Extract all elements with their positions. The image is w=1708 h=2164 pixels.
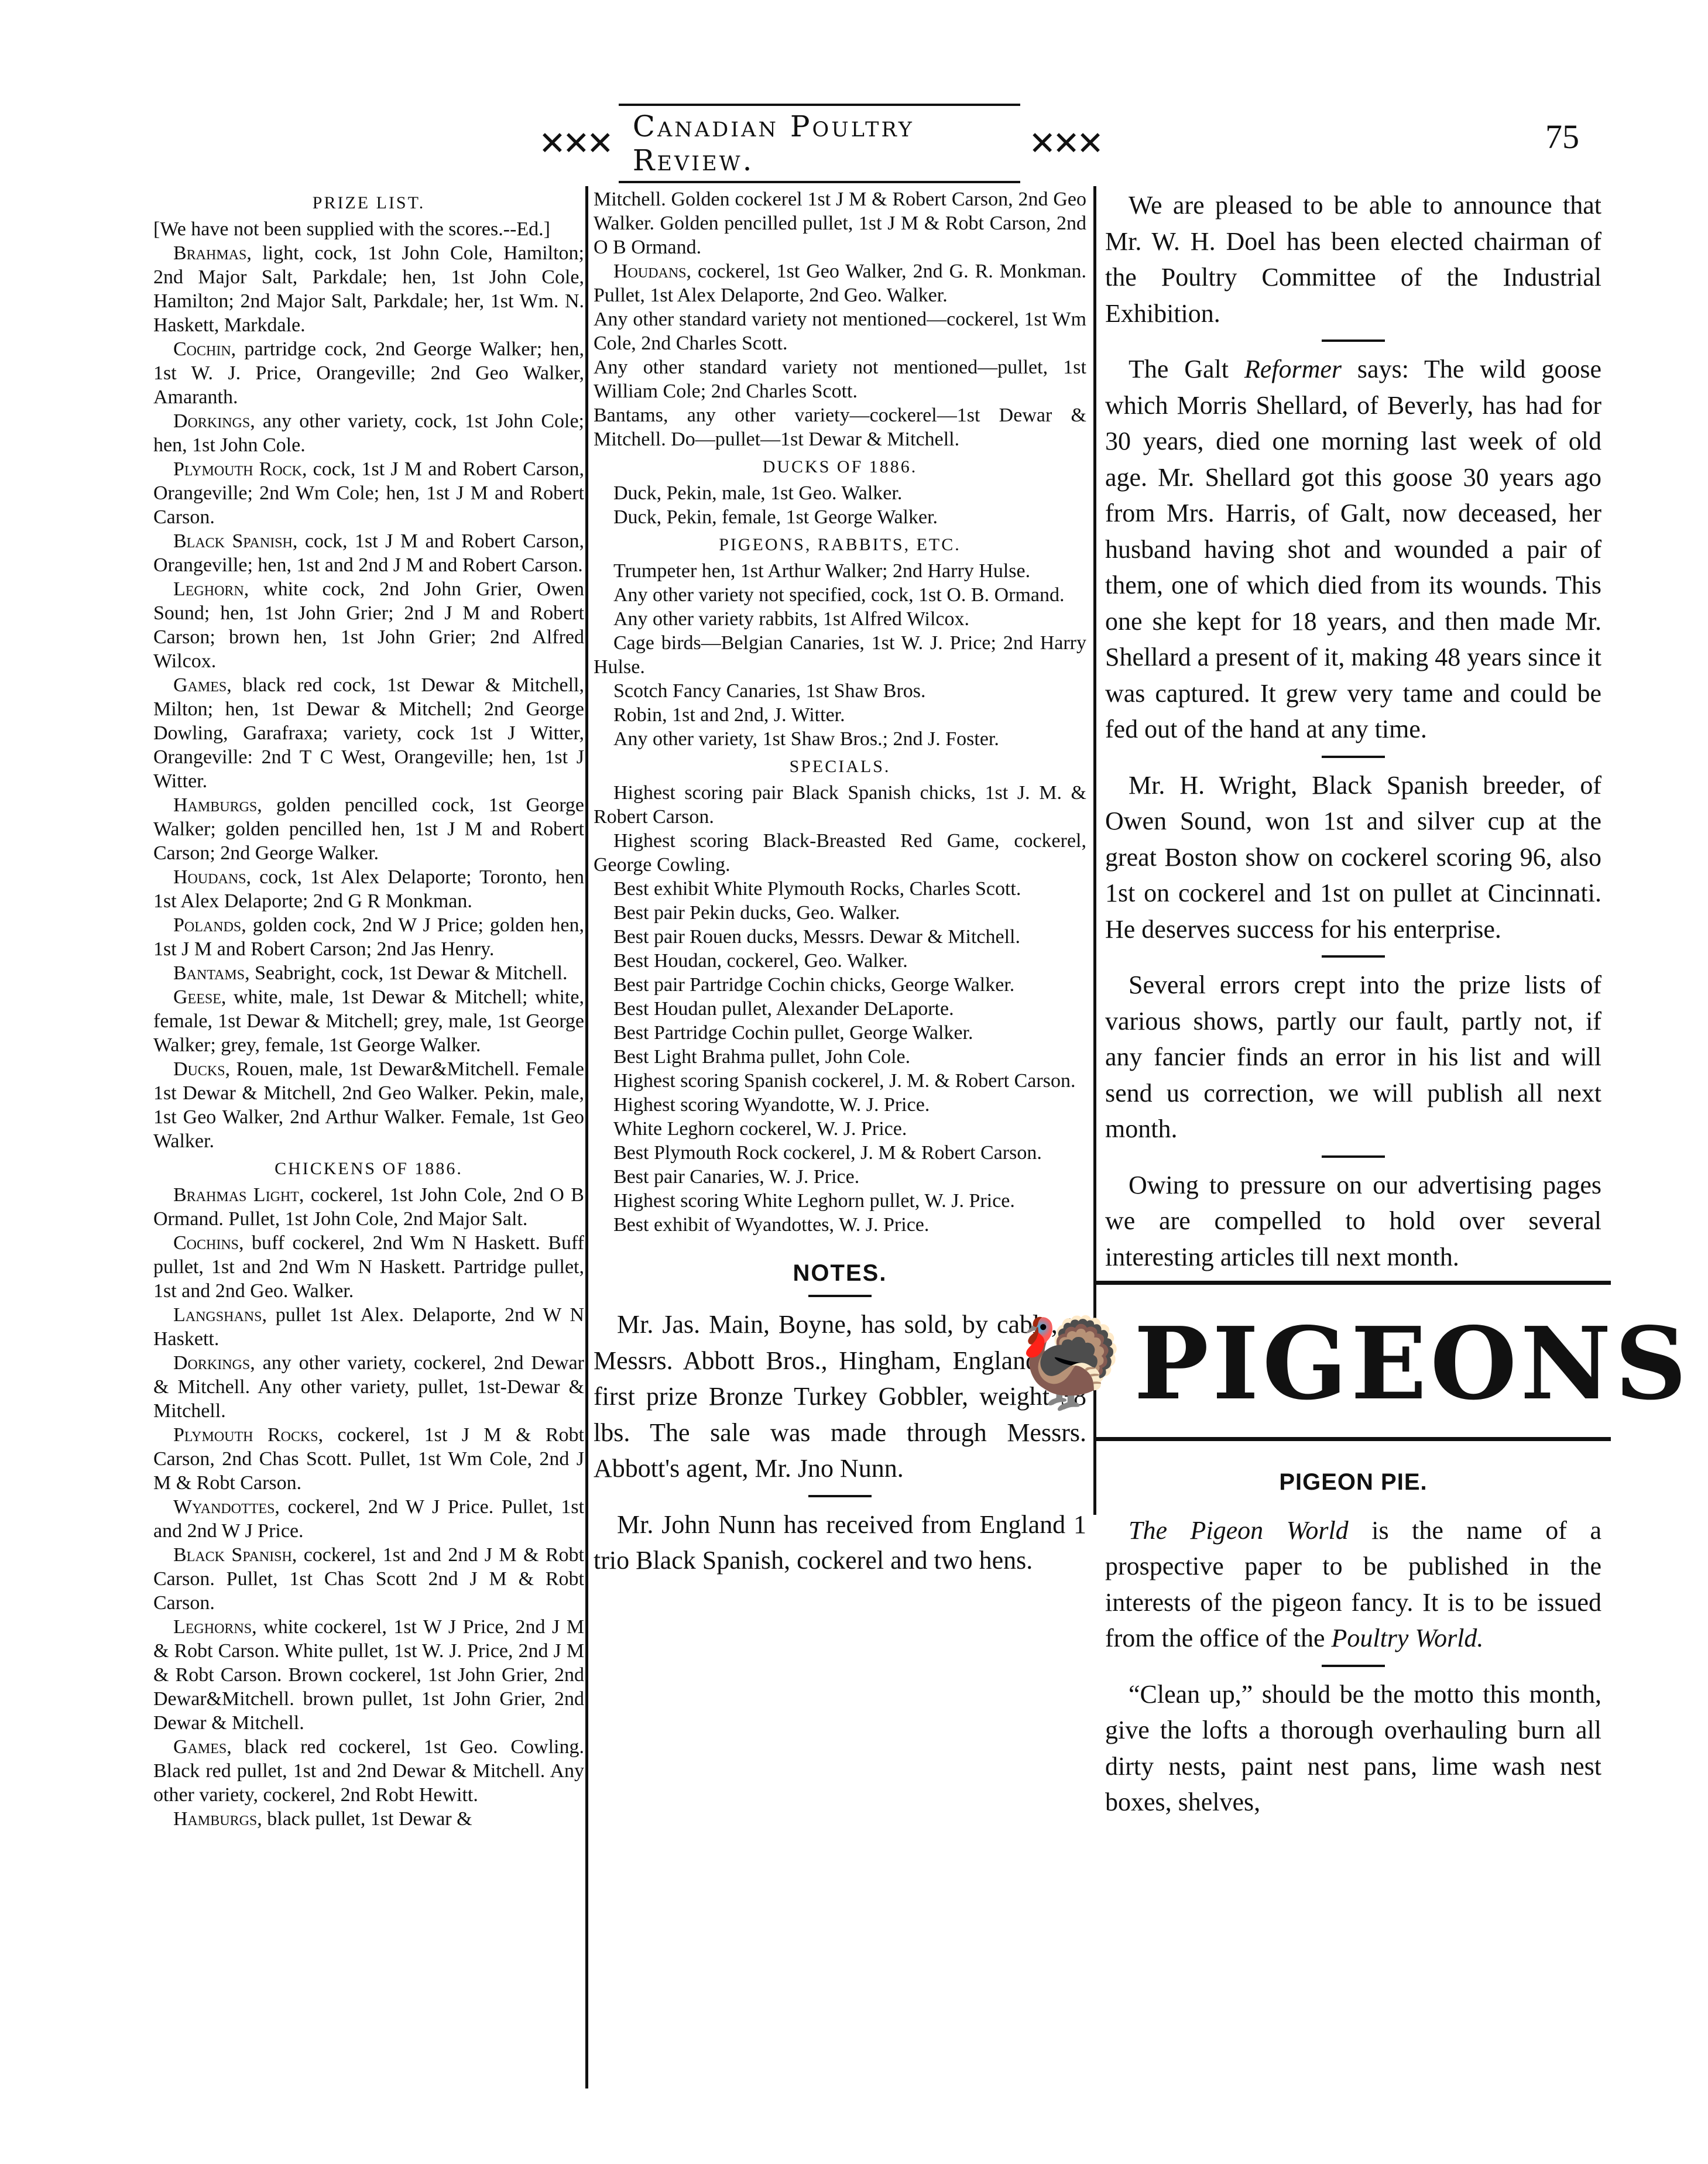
- list-item: Robin, 1st and 2nd, J. Witter.: [613, 704, 845, 726]
- entry-category: Langshans,: [173, 1304, 267, 1326]
- duck-entries: [594, 481, 1086, 529]
- list-item: [594, 355, 1086, 403]
- list-item: Best Houdan, cockerel, Geo. Walker.: [613, 950, 908, 972]
- list-item: Best Houdan pullet, Alexander DeLaporte.: [613, 998, 954, 1020]
- list-item: [153, 985, 584, 1057]
- list-item: Best exhibit of Wyandottes, W. J. Price.: [613, 1214, 930, 1236]
- list-item: [153, 409, 584, 457]
- list-item: [153, 1351, 584, 1423]
- pigeons-banner-text: PIGEONS: [1134, 1305, 1690, 1422]
- list-item: Best pair Rouen ducks, Messrs. Dewar & Mitchell.: [613, 926, 1020, 948]
- list-item: [594, 403, 1086, 451]
- short-rule: [1322, 1155, 1385, 1158]
- list-item: [153, 1543, 584, 1615]
- list-item: [153, 961, 584, 985]
- special-entries: [594, 781, 1086, 1237]
- note-paragraph: Mr. John Nunn has received from England 1 trio Black Spanish, cockerel and two hens.: [594, 1510, 1086, 1575]
- entry-text: black red cock, 1st Dewar & Mitchell, Milton; hen, 1st Dewar & Mitchell; 2nd George Dowling, Garafraxa; variety, cock 1st J Witter, Orangeville: 2nd T C West, Orangeville; hen, 1st J Witter.: [153, 674, 584, 792]
- list-item: Any other variety, 1st Shaw Bros.; 2nd J. Foster.: [613, 728, 999, 750]
- list-item: Duck, Pekin, female, 1st George Walker.: [613, 506, 938, 528]
- column-right: [1016, 187, 1690, 2119]
- chicken-entries: [153, 1183, 584, 1831]
- entry-text: white, male, 1st Dewar & Mitchell; white, female, 1st Dewar & Mitchell; grey, male, 1st George Walker; grey, female, 1st George Walker.: [153, 986, 584, 1056]
- list-item: Trumpeter hen, 1st Arthur Walker; 2nd Harry Hulse.: [613, 560, 1031, 582]
- entry-text: Mitchell. Golden cockerel 1st J M & Robert Carson, 2nd Geo Walker. Golden pencilled pullet, 1st J M & Robt Carson, 2nd O B Ormand.: [594, 188, 1086, 258]
- entry-category: Games,: [173, 674, 232, 696]
- list-item: Duck, Pekin, male, 1st Geo. Walker.: [613, 482, 903, 504]
- list-item: [153, 1057, 584, 1153]
- doel-announcement: We are pleased to be able to announce that Mr. W. H. Doel has been elected chairman of the Poultry Committee of the Industrial Exhibition.: [1105, 191, 1601, 328]
- list-item: Cage birds—Belgian Canaries, 1st W. J. Price; 2nd Harry Hulse.: [594, 632, 1086, 678]
- prize-entries-continued: [594, 187, 1086, 451]
- list-item: [153, 529, 584, 577]
- list-item: [594, 187, 1086, 259]
- entry-category: Houdans,: [173, 866, 252, 888]
- entry-text: buff cockerel, 2nd Wm N Haskett. Buff pullet, 1st and 2nd Wm N Haskett. Partridge pullet, 1st and 2nd Geo. Walker.: [153, 1232, 584, 1302]
- list-item: Best pair Canaries, W. J. Price.: [613, 1166, 860, 1188]
- list-item: Best exhibit White Plymouth Rocks, Charles Scott.: [613, 878, 1021, 900]
- list-item: [153, 1495, 584, 1543]
- column-divider: [585, 186, 588, 2088]
- list-item: [153, 1423, 584, 1495]
- list-item: Best Partridge Cochin pullet, George Walker.: [613, 1022, 973, 1044]
- prize-entries: [153, 241, 584, 1153]
- short-rule: [1322, 955, 1385, 958]
- list-item: [153, 673, 584, 793]
- entry-text: cock, 1st Alex Delaporte; Toronto, hen 1st Alex Delaporte; 2nd G R Monkman.: [153, 866, 584, 912]
- entry-category: Hamburgs,: [173, 1808, 262, 1830]
- masthead: [539, 111, 1100, 176]
- entry-text: Rouen, male, 1st Dewar&Mitchell. Female 1st Dewar & Mitchell, 2nd Geo Walker. Pekin, male, 1st Geo Walker, 2nd Arthur Walker. Female, 1st Geo Walker.: [153, 1058, 584, 1152]
- entry-category: Ducks,: [173, 1058, 231, 1080]
- entry-text: cockerel, 1st J M & Robt Carson, 2nd Chas Scott. Pullet, 1st Wm Cole, 2nd J M & Robt Carson.: [153, 1424, 584, 1494]
- list-item: [153, 913, 584, 961]
- list-item: Highest scoring White Leghorn pullet, W. J. Price.: [613, 1190, 1015, 1212]
- pigeons-rabbits-heading: PIGEONS, RABBITS, ETC.: [719, 535, 961, 554]
- entry-text: Seabright, cock, 1st Dewar & Mitchell.: [249, 962, 568, 984]
- entry-category: Plymouth Rocks,: [173, 1424, 324, 1446]
- poultry-world-italic: Poultry World.: [1331, 1624, 1484, 1652]
- entry-category: Leghorns,: [173, 1616, 257, 1638]
- short-rule: [808, 1295, 872, 1297]
- entry-text: light, cock, 1st John Cole, Hamilton; 2nd Major Salt, Parkdale; hen, 1st John Cole, Hamilton; 2nd Major Salt, Parkdale; her, 1st Wm. N. Haskett, Markdale.: [153, 242, 584, 336]
- list-item: [594, 307, 1086, 355]
- list-item: Highest scoring Wyandotte, W. J. Price.: [613, 1094, 930, 1116]
- list-item: Any other variety not specified, cock, 1st O. B. Ormand.: [613, 584, 1065, 606]
- clean-up-paragraph: “Clean up,” should be the motto this month, give the lofts a thorough overhauling burn all dirty nests, paint nest pans, lime wash nest boxes, shelves,: [1105, 1679, 1601, 1816]
- entry-text: white cock, 2nd John Grier, Owen Sound; hen, 1st John Grier; 2nd J M and Robert Carson; brown hen, 1st John Grier; 2nd Alfred Wilcox.: [153, 578, 584, 672]
- ornament-left-icon: ✕✕✕: [539, 125, 611, 162]
- column-middle: [594, 187, 1086, 2107]
- chickens-heading: CHICKENS OF 1886.: [275, 1159, 463, 1178]
- list-item: [153, 241, 584, 337]
- entry-text: pullet 1st Alex. Delaporte, 2nd W N Haskett.: [153, 1304, 584, 1350]
- entry-category: Games,: [173, 1736, 232, 1758]
- entry-text: black pullet, 1st Dewar &: [262, 1808, 472, 1830]
- list-item: [153, 1183, 584, 1231]
- list-item: Best Plymouth Rock cockerel, J. M & Robert Carson.: [613, 1142, 1042, 1164]
- entry-text: Any other standard variety not mentioned—pullet, 1st William Cole; 2nd Charles Scott.: [594, 356, 1086, 402]
- entry-text: golden pencilled cock, 1st George Walker; golden pencilled hen, 1st J M and Robert Carson; 2nd George Walker.: [153, 794, 584, 864]
- entry-text: Bantams, any other variety—cockerel—1st Dewar & Mitchell. Do—pullet—1st Dewar & Mitchell.: [594, 404, 1086, 450]
- entry-text: any other variety, cockerel, 2nd Dewar & Mitchell. Any other variety, pullet, 1st-Dewar & Mitchell.: [153, 1352, 584, 1422]
- entry-text: white cockerel, 1st W J Price, 2nd J M & Robt Carson. White pullet, 1st W. J. Price, 2nd J M & Robt Carson. Brown cockerel, 1st John Grier, 2nd Dewar&Mitchell. brown pullet, 1st John Grier, 2nd Dewar & Mitchell.: [153, 1616, 584, 1734]
- reformer-italic: Reformer: [1244, 355, 1342, 383]
- entry-category: Black Spanish,: [173, 1544, 297, 1566]
- list-item: Any other variety rabbits, 1st Alfred Wilcox.: [613, 608, 969, 630]
- entry-category: Black Spanish,: [173, 530, 298, 552]
- list-item: Best pair Partridge Cochin chicks, George Walker.: [613, 974, 1015, 996]
- galt-text-post: says: The wild goose which Morris Shellard, of Beverly, has had for 30 years, died one morning last week of old age. Mr. Shellard got this goose 30 years ago from Mrs. Harris, of Galt, now deceased, her husband having shot and wounded a pair of them, one of which died from its wounds. This one she kept for 18 years, and then made Mr. Shellard a present of it, making 48 years since it was captured. It grew very tame and could be fed out of the hand at any time.: [1105, 355, 1601, 743]
- page-number: 75: [1545, 118, 1579, 156]
- entry-text: cockerel, 1st and 2nd J M & Robt Carson. Pullet, 1st Chas Scott 2nd J M & Robt Carson.: [153, 1544, 584, 1614]
- list-item: [153, 577, 584, 673]
- short-rule: [1322, 756, 1385, 758]
- editor-note: [We have not been supplied with the scores.--Ed.]: [153, 218, 550, 240]
- entry-category: Dorkings,: [173, 1352, 255, 1374]
- entry-text: cock, 1st J M and Robert Carson, Orangeville; 2nd Wm Cole; hen, 1st J M and Robert Carson.: [153, 458, 584, 528]
- entry-category: Cochins,: [173, 1232, 244, 1254]
- entry-text: cockerel, 1st Geo Walker, 2nd G. R. Monkman. Pullet, 1st Alex Delaporte, 2nd Geo. Walker.: [594, 260, 1086, 306]
- entry-category: Hamburgs,: [173, 794, 262, 816]
- ducks-heading: DUCKS OF 1886.: [762, 457, 918, 476]
- list-item: Best Light Brahma pullet, John Cole.: [613, 1046, 911, 1068]
- entry-text: any other variety, cock, 1st John Cole; hen, 1st John Cole.: [153, 410, 584, 456]
- list-item: Highest scoring Spanish cockerel, J. M. & Robert Carson.: [613, 1070, 1076, 1092]
- list-item: Highest scoring pair Black Spanish chicks, 1st J. M. & Robert Carson.: [594, 782, 1086, 828]
- pigeon-world-text: is the name of a prospective paper to be published in the interests of the pigeon fancy. It is to be issued from the office of the: [1105, 1515, 1601, 1652]
- short-rule: [1322, 339, 1385, 342]
- list-item: [153, 1231, 584, 1303]
- entry-category: Polands,: [173, 914, 246, 936]
- section-rule: [1096, 1281, 1611, 1285]
- entry-text: cockerel, 2nd W J Price. Pullet, 1st and 2nd W J Price.: [153, 1496, 584, 1542]
- list-item: [153, 1615, 584, 1735]
- specials-heading: SPECIALS.: [789, 757, 891, 776]
- galt-reformer-paragraph: [1105, 351, 1601, 747]
- short-rule: [808, 1495, 872, 1497]
- entry-text: black red cockerel, 1st Geo. Cowling. Black red pullet, 1st and 2nd Dewar & Mitchell. Any other variety, cockerel, 2nd Robt Hewitt.: [153, 1736, 584, 1806]
- list-item: White Leghorn cockerel, W. J. Price.: [613, 1118, 907, 1140]
- list-item: [153, 865, 584, 913]
- turkey-illustration-icon: 🦃: [1016, 1315, 1126, 1412]
- short-rule: [1322, 1665, 1385, 1667]
- pigeons-banner: [1016, 1302, 1690, 1425]
- list-item: [153, 793, 584, 865]
- entry-category: Brahmas Light,: [173, 1184, 304, 1206]
- pigeon-rabbit-entries: [594, 559, 1086, 751]
- wright-paragraph: Mr. H. Wright, Black Spanish breeder, of Owen Sound, won 1st and silver cup at the great Boston show on cockerel scoring 96, also 1st on cockerel and 1st on pullet at Cincinnati. He deserves success for his enterprise.: [1105, 770, 1601, 944]
- entry-category: Houdans,: [613, 260, 692, 282]
- pigeon-pie-heading: PIGEON PIE.: [1279, 1469, 1428, 1495]
- entry-category: Geese,: [173, 986, 227, 1008]
- list-item: Highest scoring Black-Breasted Red Game, cockerel, George Cowling.: [594, 830, 1086, 876]
- list-item: [153, 1807, 584, 1831]
- entry-text: cockerel, 1st John Cole, 2nd O B Ormand. Pullet, 1st John Cole, 2nd Major Salt.: [153, 1184, 584, 1230]
- notes-heading: NOTES.: [793, 1260, 887, 1286]
- note-paragraph: Mr. Jas. Main, Boyne, has sold, by cable, to Messrs. Abbott Bros., Hingham, England, his first prize Bronze Turkey Gobbler, weight 38 lbs. The sale was made through Messrs. Abbott's agent, Mr. Jno Nunn.: [594, 1310, 1086, 1483]
- list-item: [153, 1735, 584, 1807]
- entry-category: Bantams,: [173, 962, 250, 984]
- pigeon-world-paragraph: [1105, 1513, 1601, 1657]
- entry-text: Any other standard variety not mentioned—cockerel, 1st Wm Cole, 2nd Charles Scott.: [594, 308, 1086, 354]
- entry-category: Cochin,: [173, 338, 236, 360]
- ornament-right-icon: ✕✕✕: [1028, 125, 1100, 162]
- errors-paragraph: Several errors crept into the prize lists of various shows, partly our fault, partly not, if any fancier finds an error in his list and will send us correction, we will publish all next month.: [1105, 970, 1601, 1143]
- list-item: Scotch Fancy Canaries, 1st Shaw Bros.: [613, 680, 926, 702]
- list-item: [153, 457, 584, 529]
- entry-category: Wyandottes,: [173, 1496, 280, 1518]
- advertising-paragraph: Owing to pressure on our advertising pages we are compelled to hold over several interesting articles till next month.: [1105, 1170, 1601, 1271]
- entry-text: partridge cock, 2nd George Walker; hen, 1st W. J. Price, Orangeville; 2nd Geo Walker, Amaranth.: [153, 338, 584, 408]
- section-rule: [1096, 1437, 1611, 1441]
- list-item: Best pair Pekin ducks, Geo. Walker.: [613, 902, 900, 924]
- list-item: [153, 1303, 584, 1351]
- list-item: [153, 337, 584, 409]
- entry-category: Plymouth Rock,: [173, 458, 307, 480]
- pigeon-world-italic: The Pigeon World: [1129, 1515, 1349, 1545]
- prize-list-heading: PRIZE LIST.: [312, 193, 426, 212]
- entry-text: golden cock, 2nd W J Price; golden hen, 1st J M and Robert Carson; 2nd Jas Henry.: [153, 914, 584, 960]
- entry-text: cock, 1st J M and Robert Carson, Orangeville; hen, 1st and 2nd J M and Robert Carson.: [153, 530, 584, 576]
- column-prize-list: [153, 187, 584, 2107]
- list-item: [594, 259, 1086, 307]
- entry-category: Leghorn,: [173, 578, 249, 600]
- entry-category: Dorkings,: [173, 410, 255, 432]
- publication-title: Canadian Poultry Review.: [619, 104, 1020, 183]
- entry-category: Brahmas,: [173, 242, 252, 264]
- galt-text-pre: The Galt: [1129, 355, 1244, 383]
